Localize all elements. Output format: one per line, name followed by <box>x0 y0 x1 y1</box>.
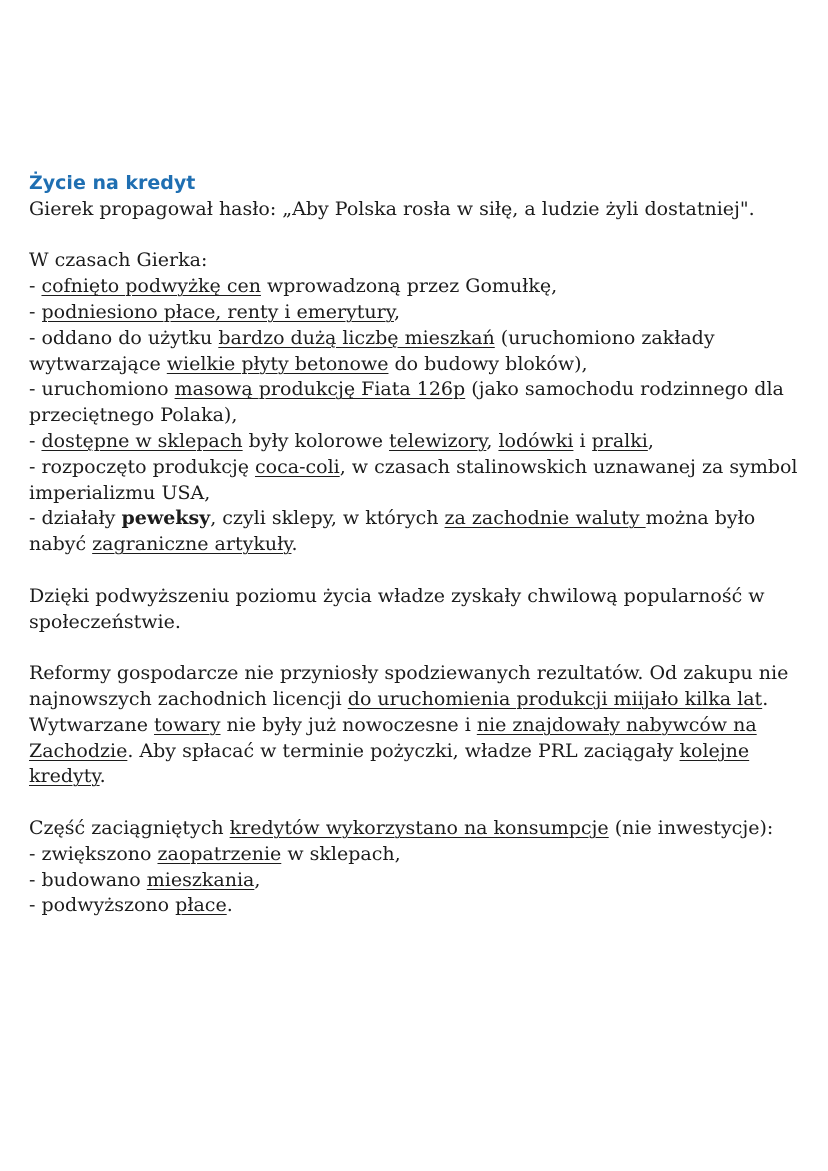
credit-item: - podwyższono płace. <box>29 894 233 917</box>
section-title: Życie na kredyt <box>29 172 196 194</box>
credit-item: - budowano mieszkania, <box>29 868 261 891</box>
popularity-paragraph: Dzięki podwyższeniu poziomu życia władze zyskały chwilową popularność w społeczeństwie. <box>29 584 765 633</box>
gierek-item: - cofnięto podwyżkę cen wprowadzoną przez Gomułkę, <box>29 275 558 298</box>
gierek-item: - podniesiono płace, renty i emerytury, <box>29 300 401 323</box>
credits-paragraph: Część zaciągniętych kredytów wykorzystano na konsumpcje (nie inwestycje): <box>29 816 774 839</box>
pewex-term: peweksy <box>121 507 211 530</box>
gierek-item: - działały peweksy, czyli sklepy, w których za zachodnie waluty można było nabyć zagraniczne artykuły. <box>29 507 756 556</box>
credit-item: - zwiększono zaopatrzenie w sklepach, <box>29 842 401 865</box>
gierek-item: - oddano do użytku bardzo dużą liczbę mieszkań (uruchomiono zakłady wytwarzające wielkie płyty betonowe do budowy bloków), <box>29 326 715 375</box>
gierek-heading: W czasach Gierka: <box>29 249 208 272</box>
gierek-item: - uruchomiono masową produkcję Fiata 126p (jako samochodu rodzinnego dla przeciętnego Polaka), <box>29 378 784 427</box>
gierek-item: - rozpoczęto produkcję coca-coli, w czasach stalinowskich uznawanej za symbol imperializmu USA, <box>29 455 798 504</box>
gierek-item: - dostępne w sklepach były kolorowe telewizory, lodówki i pralki, <box>29 429 654 452</box>
intro-paragraph: Gierek propagował hasło: „Aby Polska rosła w siłę, a ludzie żyli dostatniej". <box>29 197 755 220</box>
reforms-paragraph: Reformy gospodarcze nie przyniosły spodziewanych rezultatów. Od zakupu nie najnowszych zachodnich licencji do uruchomienia produkcji miijało kilka lat. Wytwarzane towary nie były już nowoczesne i nie znajdowały nabywców na Zachodzie. Aby spłacać w terminie pożyczki, władze PRL zaciągały kolejne kredyty. <box>29 662 789 788</box>
document-body <box>29 171 804 919</box>
